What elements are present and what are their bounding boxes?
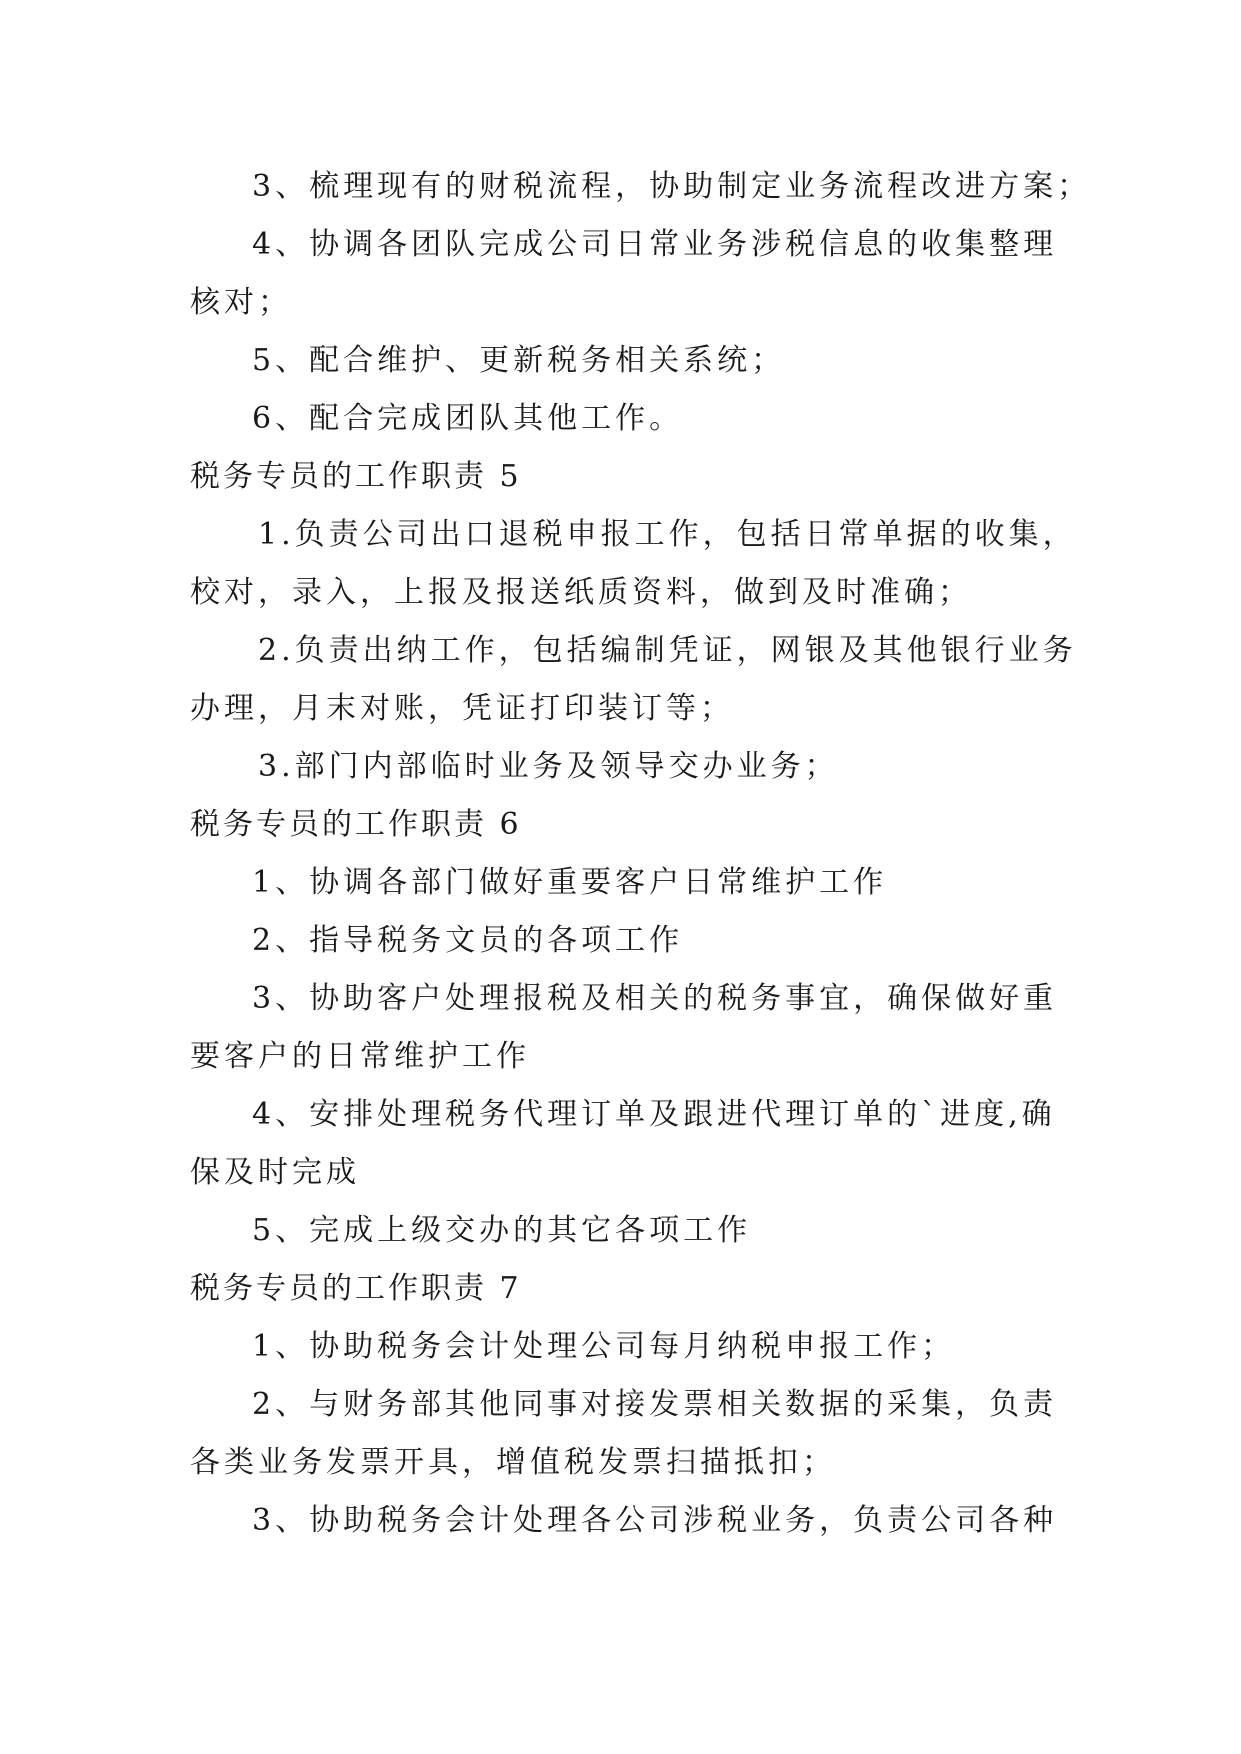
list-item-continuation: 核对； <box>190 285 292 320</box>
list-item: 5、完成上级交办的其它各项工作 <box>252 1213 752 1248</box>
list-item: 1.负责公司出口退税申报工作，包括日常单据的收集， <box>258 517 1077 552</box>
list-item-continuation: 要客户的日常维护工作 <box>190 1039 530 1074</box>
list-item: 4、安排处理税务代理订单及跟进代理订单的`进度,确 <box>252 1097 1056 1132</box>
section-heading: 税务专员的工作职责 6 <box>190 807 522 842</box>
list-item: 2.负责出纳工作，包括编制凭证，网银及其他银行业务 <box>258 633 1077 668</box>
document-body <box>190 158 1092 1550</box>
list-item: 3、协助税务会计处理各公司涉税业务，负责公司各种 <box>252 1503 1058 1538</box>
list-item: 1、协助税务会计处理公司每月纳税申报工作； <box>252 1329 956 1364</box>
list-item: 4、协调各团队完成公司日常业务涉税信息的收集整理 <box>252 227 1058 262</box>
list-item: 2、指导税务文员的各项工作 <box>252 923 684 958</box>
list-item: 1、协调各部门做好重要客户日常维护工作 <box>252 865 888 900</box>
list-item: 3、梳理现有的财税流程，协助制定业务流程改进方案； <box>252 169 1092 204</box>
list-item: 3、协助客户处理报税及相关的税务事宜，确保做好重 <box>252 981 1058 1016</box>
section-heading: 税务专员的工作职责 5 <box>190 459 522 494</box>
list-item-continuation: 校对，录入，上报及报送纸质资料，做到及时准确； <box>190 575 972 610</box>
section-heading: 税务专员的工作职责 7 <box>190 1271 522 1306</box>
list-item: 6、配合完成团队其他工作。 <box>252 401 684 436</box>
list-item: 3.部门内部临时业务及领导交办业务； <box>258 749 839 784</box>
list-item-continuation: 办理，月末对账，凭证打印装订等； <box>190 691 734 726</box>
list-item: 2、与财务部其他同事对接发票相关数据的采集，负责 <box>252 1387 1058 1422</box>
list-item: 5、配合维护、更新税务相关系统； <box>252 343 786 378</box>
list-item-continuation: 各类业务发票开具，增值税发票扫描抵扣； <box>190 1445 836 1480</box>
list-item-continuation: 保及时完成 <box>190 1155 360 1190</box>
